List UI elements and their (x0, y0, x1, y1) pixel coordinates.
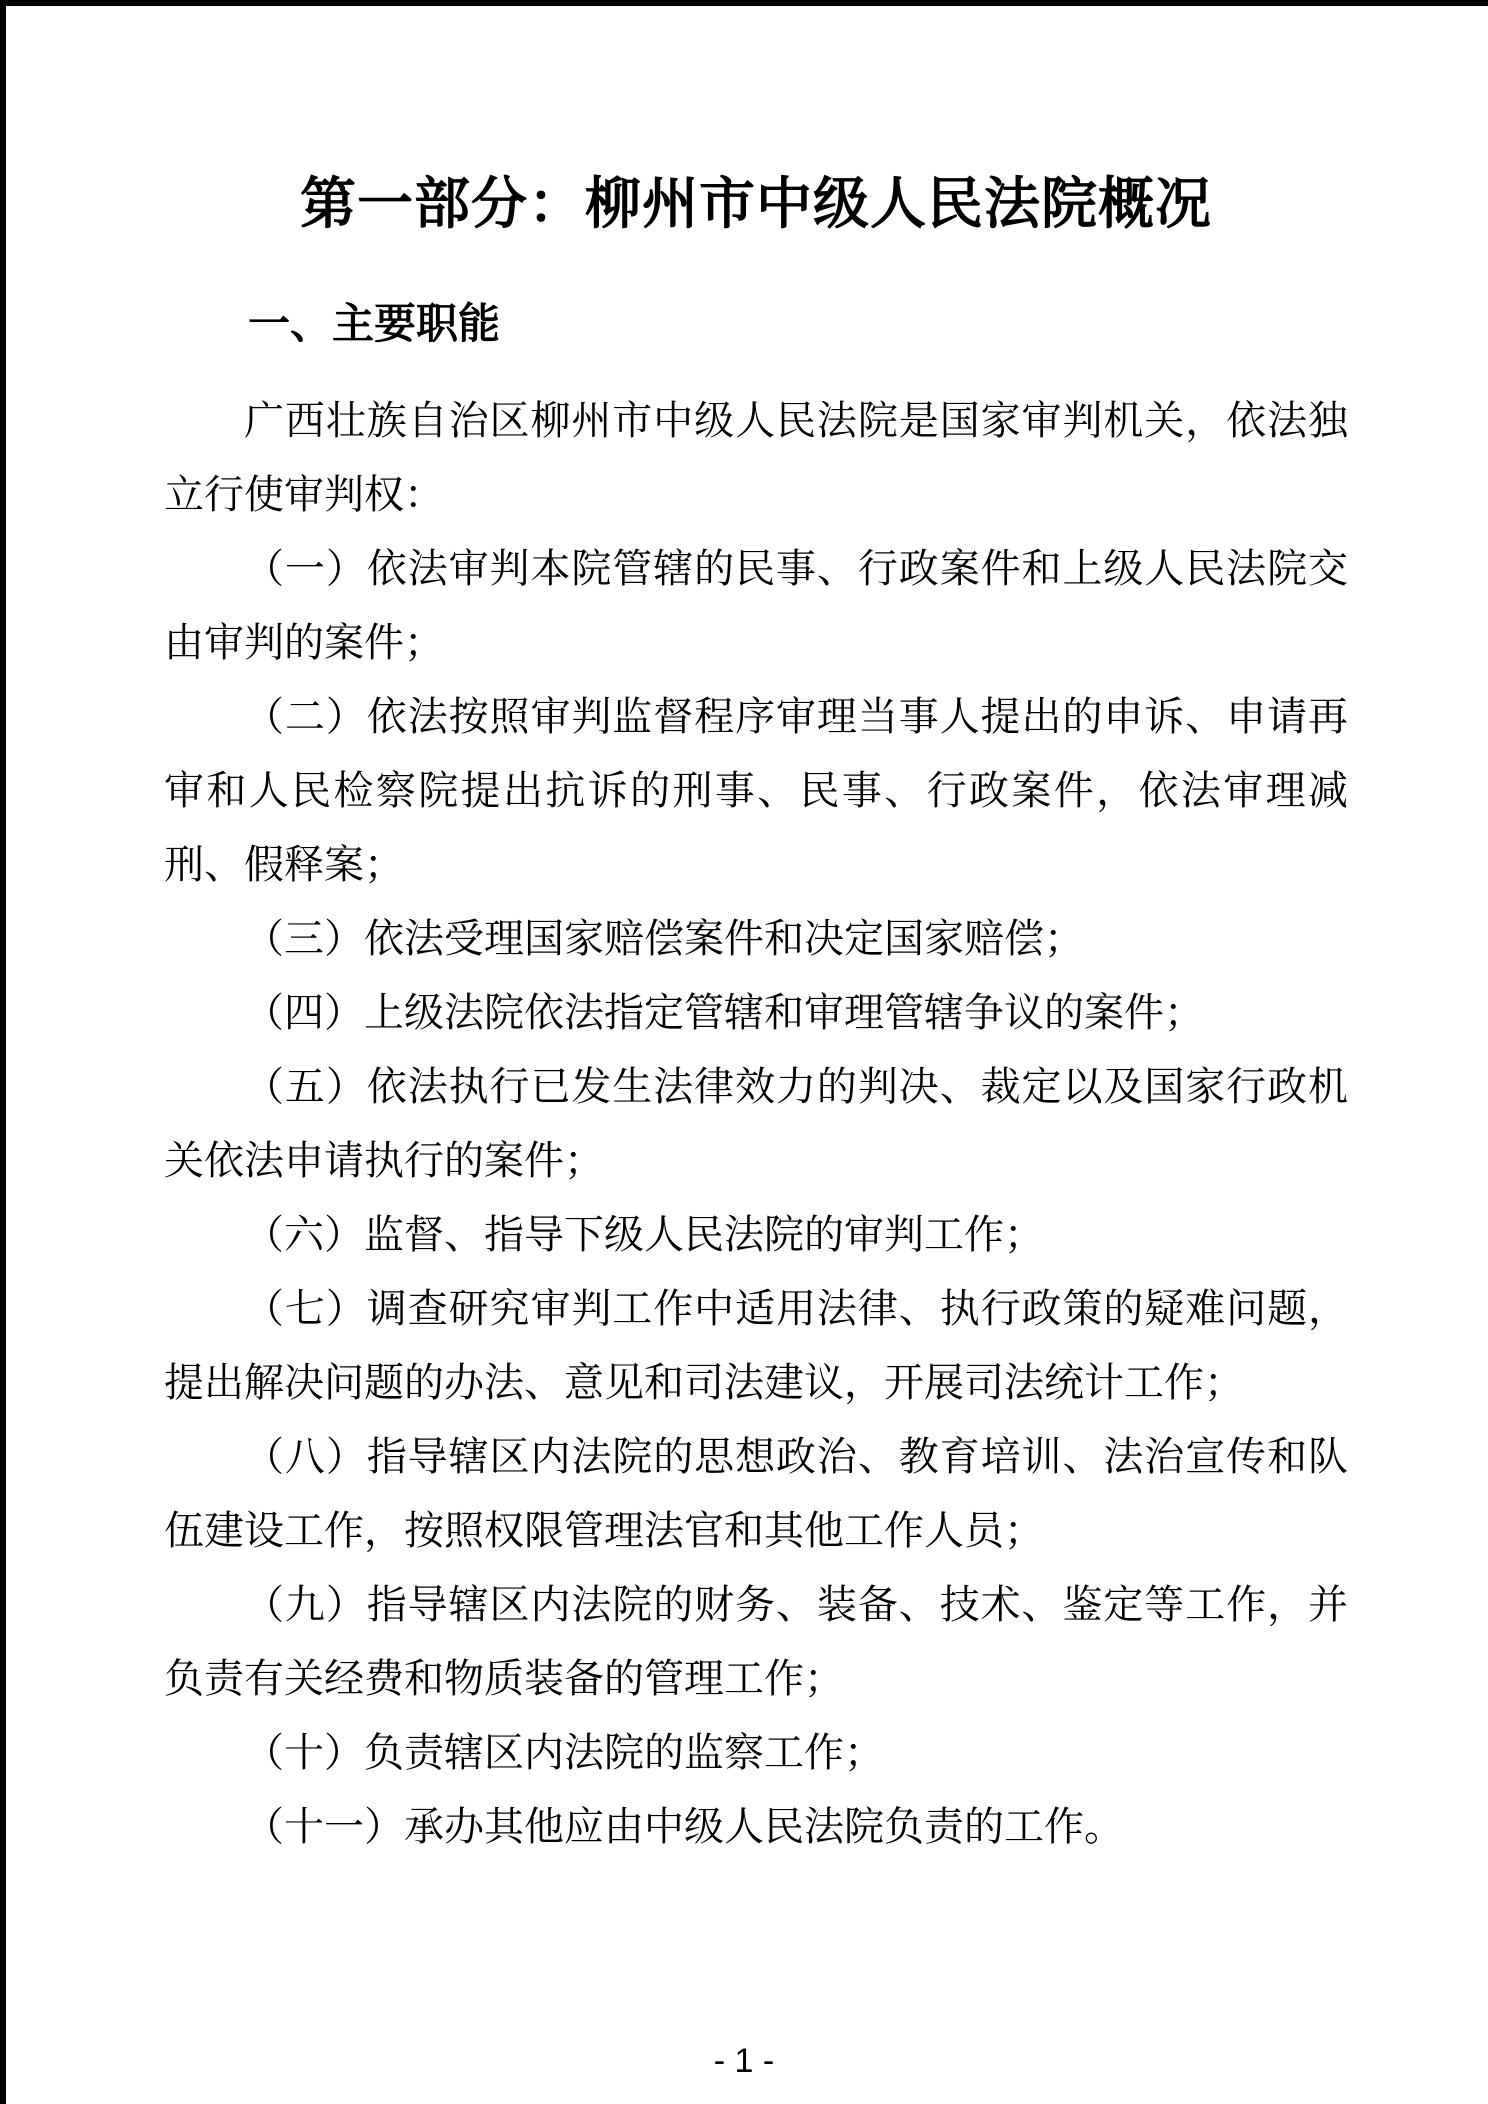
paragraph-intro: 广西壮族自治区柳州市中级人民法院是国家审判机关，依法独立行使审判权： (164, 398, 1348, 517)
section-heading: 一、主要职能 (248, 300, 501, 348)
function-item-9: （九）指导辖区内法院的财务、装备、技术、鉴定等工作，并负责有关经费和物质装备的管理工作； (164, 1582, 1348, 1701)
function-item-2: （二）依法按照审判监督程序审理当事人提出的申诉、申请再审和人民检察院提出抗诉的刑事、民事、行政案件，依法审理减刑、假释案； (164, 694, 1348, 887)
function-item-4: （四）上级法院依法指定管辖和审理管辖争议的案件； (244, 990, 1204, 1035)
body-text (164, 384, 1348, 1864)
function-item-10: （十）负责辖区内法院的监察工作； (244, 1730, 884, 1775)
function-item-3: （三）依法受理国家赔偿案件和决定国家赔偿； (244, 916, 1084, 961)
scan-border-left (0, 0, 6, 2104)
document-title: 第一部分：柳州市中级人民法院概况 (300, 172, 1212, 235)
page-number: - 1 - (713, 2041, 775, 2080)
function-item-6: （六）监督、指导下级人民法院的审判工作； (244, 1212, 1044, 1257)
scan-border-top (0, 0, 1488, 6)
function-item-1: （一）依法审判本院管辖的民事、行政案件和上级人民法院交由审判的案件； (164, 546, 1348, 665)
function-item-8: （八）指导辖区内法院的思想政治、教育培训、法治宣传和队伍建设工作，按照权限管理法官和其他工作人员； (164, 1434, 1348, 1553)
function-item-7: （七）调查研究审判工作中适用法律、执行政策的疑难问题，提出解决问题的办法、意见和司法建议，开展司法统计工作； (164, 1286, 1348, 1405)
function-item-5: （五）依法执行已发生法律效力的判决、裁定以及国家行政机关依法申请执行的案件； (164, 1064, 1348, 1183)
function-item-11: （十一）承办其他应由中级人民法院负责的工作。 (244, 1804, 1124, 1849)
page-footer (0, 2043, 1488, 2080)
